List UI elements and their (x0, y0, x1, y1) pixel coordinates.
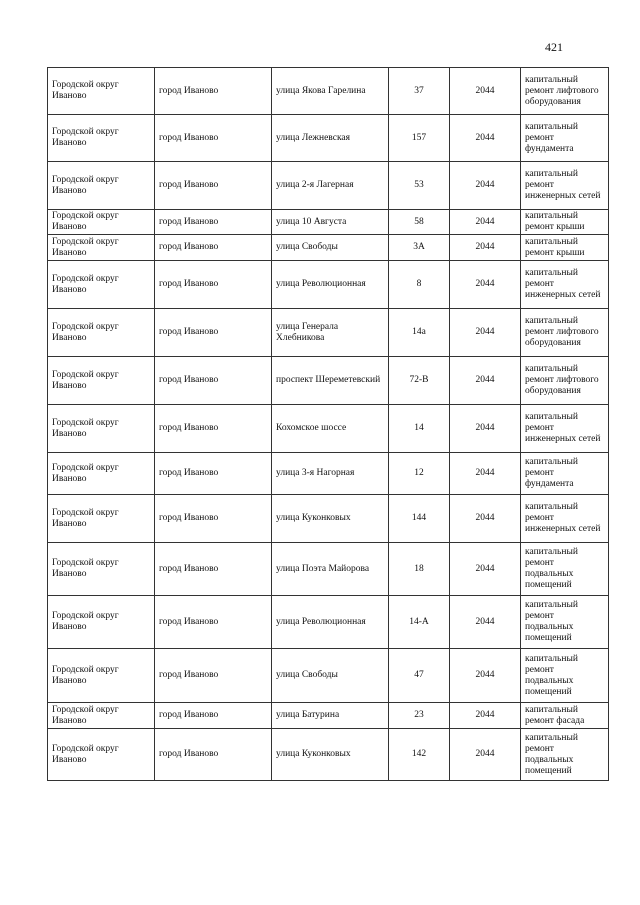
street-cell: проспект Шереметевский (272, 357, 389, 405)
street-cell: улица Генерала Хлебникова (272, 309, 389, 357)
work-type-cell: капитальный ремонт лифтового оборудования (521, 309, 609, 357)
municipal-district-cell: Городской округ Иваново (48, 162, 155, 210)
table-row (48, 543, 609, 596)
street-cell: улица Батурина (272, 703, 389, 729)
table-row (48, 495, 609, 543)
city-cell: город Иваново (155, 235, 272, 261)
table-body (48, 68, 609, 781)
year-cell: 2044 (450, 596, 521, 649)
city-cell: город Иваново (155, 115, 272, 162)
house-number-cell: 157 (389, 115, 450, 162)
house-number-cell: 12 (389, 453, 450, 495)
city-cell: город Иваново (155, 649, 272, 703)
house-number-cell: 142 (389, 729, 450, 781)
street-cell: улица 3-я Нагорная (272, 453, 389, 495)
house-number-cell: 37 (389, 68, 450, 115)
street-cell: улица Лежневская (272, 115, 389, 162)
year-cell: 2044 (450, 543, 521, 596)
work-type-cell: капитальный ремонт фундамента (521, 453, 609, 495)
table-row (48, 115, 609, 162)
street-cell: улица Поэта Майорова (272, 543, 389, 596)
city-cell: город Иваново (155, 357, 272, 405)
city-cell: город Иваново (155, 68, 272, 115)
year-cell: 2044 (450, 261, 521, 309)
table-row (48, 703, 609, 729)
repair-schedule-table (47, 67, 609, 781)
municipal-district-cell: Городской округ Иваново (48, 115, 155, 162)
street-cell: улица Куконковых (272, 729, 389, 781)
table-row (48, 309, 609, 357)
year-cell: 2044 (450, 357, 521, 405)
city-cell: город Иваново (155, 405, 272, 453)
table-row (48, 405, 609, 453)
city-cell: город Иваново (155, 453, 272, 495)
street-cell: улица Свободы (272, 235, 389, 261)
municipal-district-cell: Городской округ Иваново (48, 309, 155, 357)
municipal-district-cell: Городской округ Иваново (48, 235, 155, 261)
table-row (48, 68, 609, 115)
street-cell: улица Революционная (272, 261, 389, 309)
municipal-district-cell: Городской округ Иваново (48, 210, 155, 235)
work-type-cell: капитальный ремонт подвальных помещений (521, 649, 609, 703)
work-type-cell: капитальный ремонт крыши (521, 235, 609, 261)
page-number: 421 (545, 40, 563, 54)
city-cell: город Иваново (155, 162, 272, 210)
street-cell: улица 2-я Лагерная (272, 162, 389, 210)
year-cell: 2044 (450, 453, 521, 495)
street-cell: Кохомское шоссе (272, 405, 389, 453)
city-cell: город Иваново (155, 703, 272, 729)
work-type-cell: капитальный ремонт фасада (521, 703, 609, 729)
house-number-cell: 23 (389, 703, 450, 729)
year-cell: 2044 (450, 495, 521, 543)
city-cell: город Иваново (155, 596, 272, 649)
city-cell: город Иваново (155, 309, 272, 357)
house-number-cell: 18 (389, 543, 450, 596)
table-row (48, 649, 609, 703)
year-cell: 2044 (450, 235, 521, 261)
year-cell: 2044 (450, 162, 521, 210)
house-number-cell: 72-В (389, 357, 450, 405)
work-type-cell: капитальный ремонт фундамента (521, 115, 609, 162)
house-number-cell: 14-А (389, 596, 450, 649)
city-cell: город Иваново (155, 495, 272, 543)
table-row (48, 210, 609, 235)
house-number-cell: 14 (389, 405, 450, 453)
table-row (48, 357, 609, 405)
municipal-district-cell: Городской округ Иваново (48, 543, 155, 596)
street-cell: улица Свободы (272, 649, 389, 703)
municipal-district-cell: Городской округ Иваново (48, 729, 155, 781)
street-cell: улица Якова Гарелина (272, 68, 389, 115)
year-cell: 2044 (450, 729, 521, 781)
work-type-cell: капитальный ремонт крыши (521, 210, 609, 235)
house-number-cell: 8 (389, 261, 450, 309)
table-row (48, 453, 609, 495)
house-number-cell: 53 (389, 162, 450, 210)
year-cell: 2044 (450, 703, 521, 729)
municipal-district-cell: Городской округ Иваново (48, 495, 155, 543)
house-number-cell: 58 (389, 210, 450, 235)
house-number-cell: 14а (389, 309, 450, 357)
year-cell: 2044 (450, 649, 521, 703)
house-number-cell: 144 (389, 495, 450, 543)
municipal-district-cell: Городской округ Иваново (48, 405, 155, 453)
table-row (48, 162, 609, 210)
work-type-cell: капитальный ремонт подвальных помещений (521, 729, 609, 781)
work-type-cell: капитальный ремонт подвальных помещений (521, 596, 609, 649)
year-cell: 2044 (450, 68, 521, 115)
work-type-cell: капитальный ремонт инженерных сетей (521, 162, 609, 210)
year-cell: 2044 (450, 405, 521, 453)
municipal-district-cell: Городской округ Иваново (48, 357, 155, 405)
work-type-cell: капитальный ремонт инженерных сетей (521, 495, 609, 543)
house-number-cell: 47 (389, 649, 450, 703)
table-row (48, 235, 609, 261)
municipal-district-cell: Городской округ Иваново (48, 68, 155, 115)
municipal-district-cell: Городской округ Иваново (48, 453, 155, 495)
municipal-district-cell: Городской округ Иваново (48, 649, 155, 703)
municipal-district-cell: Городской округ Иваново (48, 703, 155, 729)
city-cell: город Иваново (155, 729, 272, 781)
city-cell: город Иваново (155, 210, 272, 235)
street-cell: улица Куконковых (272, 495, 389, 543)
street-cell: улица 10 Августа (272, 210, 389, 235)
municipal-district-cell: Городской округ Иваново (48, 596, 155, 649)
year-cell: 2044 (450, 309, 521, 357)
work-type-cell: капитальный ремонт инженерных сетей (521, 405, 609, 453)
year-cell: 2044 (450, 210, 521, 235)
city-cell: город Иваново (155, 261, 272, 309)
municipal-district-cell: Городской округ Иваново (48, 261, 155, 309)
work-type-cell: капитальный ремонт подвальных помещений (521, 543, 609, 596)
house-number-cell: 3А (389, 235, 450, 261)
year-cell: 2044 (450, 115, 521, 162)
work-type-cell: капитальный ремонт лифтового оборудования (521, 68, 609, 115)
table-row (48, 261, 609, 309)
work-type-cell: капитальный ремонт лифтового оборудования (521, 357, 609, 405)
work-type-cell: капитальный ремонт инженерных сетей (521, 261, 609, 309)
table-row (48, 729, 609, 781)
street-cell: улица Революционная (272, 596, 389, 649)
city-cell: город Иваново (155, 543, 272, 596)
table-row (48, 596, 609, 649)
